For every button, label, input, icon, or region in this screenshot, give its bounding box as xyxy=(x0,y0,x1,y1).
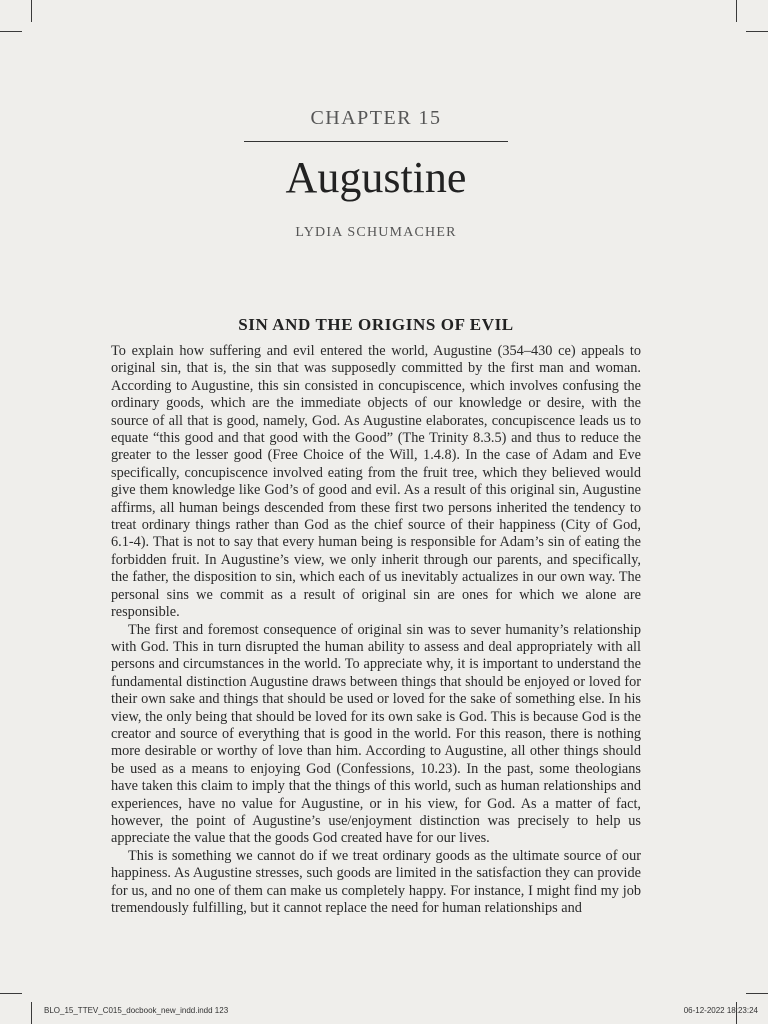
paragraph-3: This is something we cannot do if we treat ordinary goods as the ultimate source of our happiness. As Augustine stresses, such goods are limited in the satisfaction they can provide for us, and no one of them can make us completely happy. For instance, I might find my job tremendously fulfilling, but it cannot replace the need for human relationships and xyxy=(111,847,641,916)
body-text xyxy=(111,343,641,917)
crop-mark-top-right-vertical xyxy=(736,0,737,22)
paragraph-2: The first and foremost consequence of original sin was to sever humanity’s relationship with God. This in turn disrupted the human ability to assess and deal appropriately with all persons and circumstances in the world. To appreciate why, it is important to understand the fundamental distinction Augustine draws between things that should be enjoyed or loved for their own sake and things that should be used or loved for the sake of something else. In his view, the only being that should be loved for its own sake is God. This is because God is the creator and source of everything that is good in the world. For this reason, there is nothing more desirable or worthy of love than him. According to Augustine, all other things should be used as a means to enjoying God (Confessions, 10.23). In the past, some theologians have taken this claim to imply that the things of this world, such as human relationships and experiences, have no value for Augustine, or in his view, for God. As a matter of fact, however, the point of Augustine’s use/enjoyment distinction was precisely to help us appreciate the value that the goods God created have for our lives. xyxy=(111,621,641,847)
crop-mark-top-right-horizontal xyxy=(746,31,768,32)
chapter-author: LYDIA SCHUMACHER xyxy=(295,225,457,240)
chapter-label: CHAPTER 15 xyxy=(310,107,442,129)
crop-mark-top-left-horizontal xyxy=(0,31,22,32)
section-heading: SIN AND THE ORIGINS OF EVIL xyxy=(238,315,514,334)
chapter-title: Augustine xyxy=(285,153,467,202)
crop-mark-top-left-vertical xyxy=(31,0,32,22)
paragraph-1: To explain how suffering and evil entered the world, Augustine (354–430 ce) appeals to original sin, that is, the sin that was supposedly committed by the first man and woman. According to Augustine, this sin consisted in concupiscence, which involves confusing the ordinary goods, which are the immediate objects of our knowledge or desire, with the source of all that is good, namely, God. As Augustine elaborates, concupiscence leads us to equate “this good and that good with the Good” (The Trinity 8.3.5) and thus to reduce the greater to the lesser good (Free Choice of the Will, 1.4.8). In the case of Adam and Eve specifically, concupiscence involved eating from the fruit tree, which they believed would give them knowledge like God’s of good and evil. As a result of this original sin, Augustine affirms, all human beings descended from these first two persons inherited the tendency to treat ordinary things rather than God as the chief source of their happiness (City of God, 6.1-4). That is not to say that every human being is responsible for Adam’s sin of eating the forbidden fruit. In Augustine’s view, we only inherit through our parents, and specifically, the father, the disposition to sin, which each of us inevitably actualizes in our own way. The personal sins we commit as a result of original sin are ones for which we alone are responsible. xyxy=(111,343,641,621)
crop-mark-bottom-left-vertical xyxy=(31,1002,32,1024)
chapter-divider xyxy=(244,141,508,142)
crop-mark-bottom-right-horizontal xyxy=(746,993,768,994)
crop-mark-bottom-left-horizontal xyxy=(0,993,22,994)
footer-file-info: BLO_15_TTEV_C015_docbook_new_indd.indd 123 xyxy=(44,1006,229,1015)
footer-timestamp: 06-12-2022 18:23:24 xyxy=(683,1006,758,1015)
